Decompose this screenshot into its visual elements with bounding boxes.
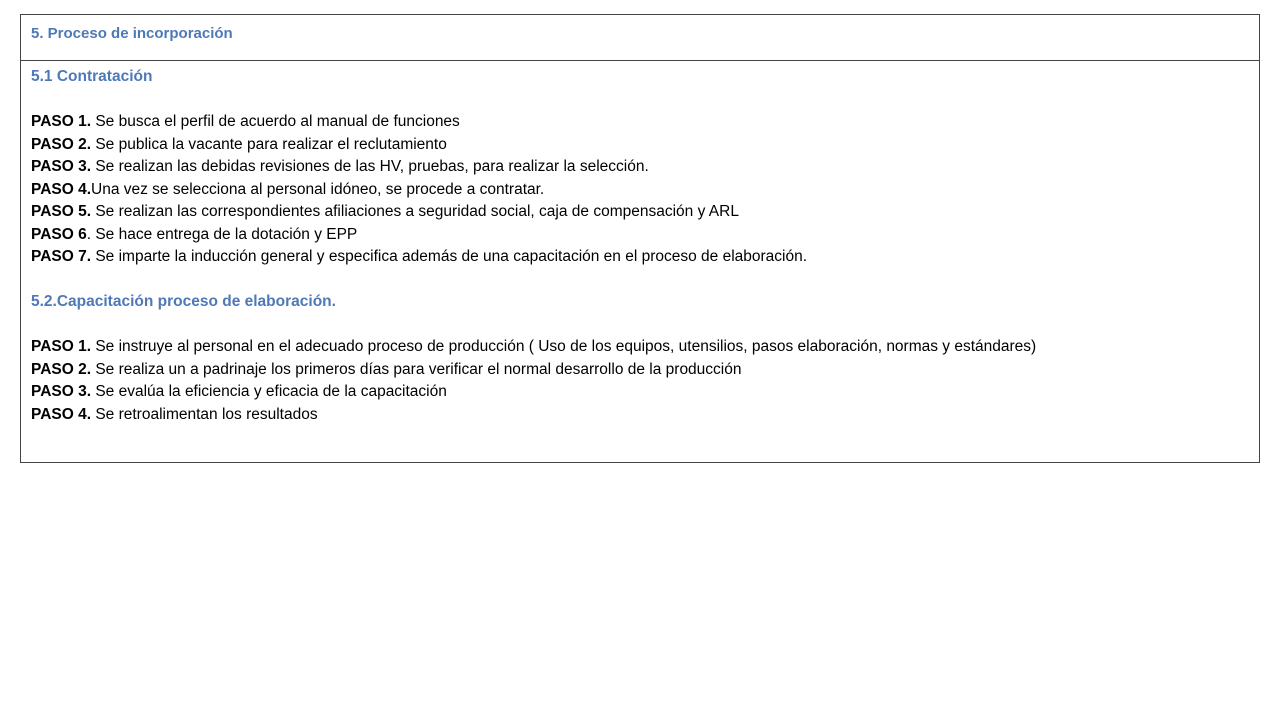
section-title-capacitacion: 5.2.Capacitación proceso de elaboración. [31,293,336,310]
step-item [31,134,1259,157]
spacer [31,269,1259,292]
step-item [31,201,1259,224]
step-text: Se imparte la inducción general y especifica además de una capacitación en el proceso de elaboración. [91,248,808,265]
step-text: Se evalúa la eficiencia y eficacia de la capacitación [91,383,447,400]
step-label: PASO 1. [31,113,92,130]
step-item [31,111,1259,134]
table-body-cell [21,61,1259,462]
spacer [31,314,1259,337]
step-label: PASO 5. [31,203,92,220]
step-label: PASO 2. [31,135,92,153]
table-header-cell [21,15,1259,61]
step-text: Se realizan las correspondientes afiliaciones a seguridad social, caja de compensación y ARL [91,203,739,220]
step-text: . Se hace entrega de la dotación y EPP [86,225,358,243]
step-label: PASO 7. [31,248,92,265]
spacer [31,89,1259,112]
step-text: Se realizan las debidas revisiones de las HV, pruebas, para realizar la selección. [91,158,649,175]
step-label: PASO 3. [31,383,92,400]
step-label: PASO 6 [31,225,87,243]
step-item [31,359,1259,382]
step-text: Se publica la vacante para realizar el reclutamiento [91,135,447,153]
step-text: Se busca el perfil de acuerdo al manual de funciones [91,113,460,130]
step-text: Se retroalimentan los resultados [91,405,318,423]
document-table [20,14,1260,463]
step-item [31,336,1259,359]
section-title-contratacion: 5.1 Contratación [31,68,153,85]
step-item [31,224,1259,247]
step-item [31,404,1259,427]
step-label: PASO 1. [31,338,92,355]
step-item [31,246,1259,269]
step-label: PASO 4. [31,180,92,198]
step-item [31,179,1259,202]
step-label: PASO 2. [31,360,92,378]
step-text: Una vez se selecciona al personal idóneo, se procede a contratar. [91,180,545,198]
step-label: PASO 3. [31,158,92,175]
step-text: Se realiza un a padrinaje los primeros días para verificar el normal desarrollo de la producción [91,360,742,378]
step-item [31,156,1259,179]
step-item [31,381,1259,404]
step-label: PASO 4. [31,405,92,423]
page-title: 5. Proceso de incorporación [31,25,233,42]
step-text: Se instruye al personal en el adecuado proceso de producción ( Uso de los equipos, utensilios, pasos elaboración, normas y estándares) [91,338,1037,355]
